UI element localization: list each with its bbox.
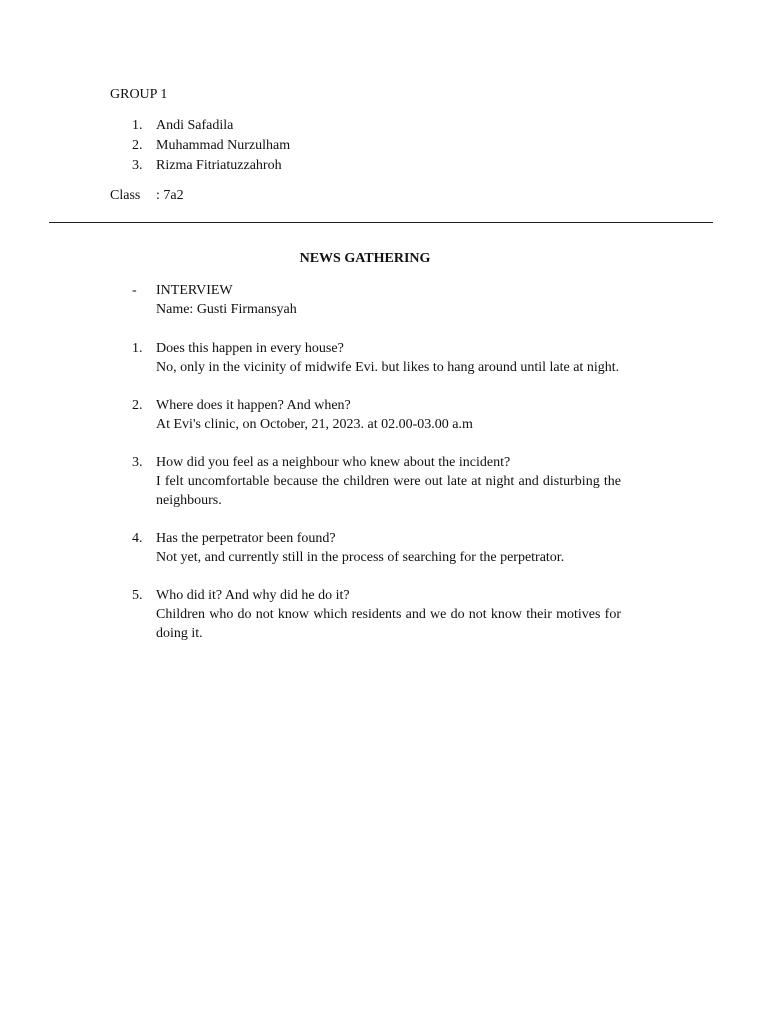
qa-body: [156, 586, 621, 643]
question-text: How did you feel as a neighbour who knew about the incident?: [156, 455, 511, 470]
document-title: NEWS GATHERING: [299, 251, 431, 266]
question-text: Has the perpetrator been found?: [156, 531, 336, 546]
member-number: 3.: [132, 158, 143, 173]
member-name: Muhammad Nurzulham: [156, 138, 291, 153]
qa-item: [110, 586, 630, 643]
qa-item: [110, 339, 630, 377]
qa-item: [110, 396, 630, 434]
question-number: 5.: [132, 588, 143, 603]
interview-row: [110, 281, 630, 319]
class-line: [110, 187, 184, 205]
question-text: Who did it? And why did he do it?: [156, 588, 350, 603]
group-title: GROUP 1: [110, 87, 168, 102]
answer-text: I felt uncomfortable because the children were out late at night and disturbing the neighbours.: [156, 474, 621, 508]
question-text: Does this happen in every house?: [156, 341, 344, 356]
qa-item: [110, 453, 630, 510]
qa-item: [110, 529, 630, 567]
interview-section: [110, 281, 630, 319]
question-number: 1.: [132, 341, 143, 356]
answer-text: No, only in the vicinity of midwife Evi. but likes to hang around until late at night.: [156, 360, 620, 375]
qa-body: [156, 529, 621, 567]
member-item: [110, 137, 290, 157]
horizontal-divider: [49, 222, 713, 223]
class-label: Class: [110, 188, 141, 203]
answer-text: At Evi's clinic, on October, 21, 2023. at 02.00-03.00 a.m: [156, 417, 473, 432]
member-item: [110, 117, 290, 137]
question-number: 2.: [132, 398, 143, 413]
qa-body: [156, 453, 621, 510]
question-list: [110, 339, 630, 662]
answer-text: Not yet, and currently still in the process of searching for the perpetrator.: [156, 550, 565, 565]
class-value: : 7a2: [156, 188, 184, 203]
interview-label: INTERVIEW: [156, 283, 233, 298]
member-list: [110, 117, 290, 177]
answer-text: Children who do not know which residents and we do not know their motives for doing it.: [156, 607, 621, 641]
qa-body: [156, 339, 621, 377]
member-number: 2.: [132, 138, 143, 153]
member-name: Andi Safadila: [156, 118, 234, 133]
question-text: Where does it happen? And when?: [156, 398, 351, 413]
member-number: 1.: [132, 118, 143, 133]
bullet-dash: -: [132, 283, 137, 298]
interview-content: [156, 281, 297, 319]
qa-body: [156, 396, 621, 434]
member-item: [110, 157, 290, 177]
member-name: Rizma Fitriatuzzahroh: [156, 158, 282, 173]
question-number: 3.: [132, 455, 143, 470]
question-number: 4.: [132, 531, 143, 546]
interviewee-name: Name: Gusti Firmansyah: [156, 302, 297, 317]
